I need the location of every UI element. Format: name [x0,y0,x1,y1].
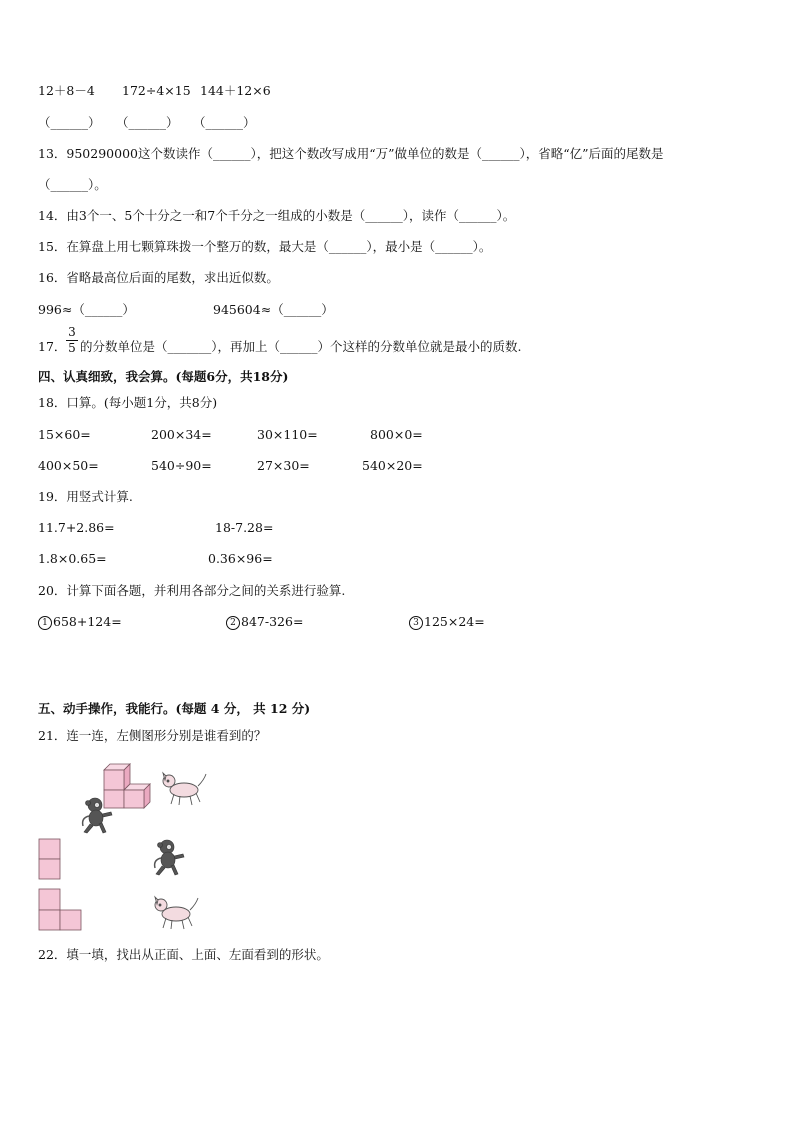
q12-blank-1[interactable]: （______） [38,115,101,130]
fraction-numerator: 3 [68,325,76,339]
q15-text: 15．在算盘上用七颗算珠拨一个整万的数，最大是（______），最小是（______）。 [38,239,492,254]
dog-icon [160,772,208,806]
q19-r1-c1: 11.7+2.86= [38,520,115,535]
circled-number: 1 [38,616,52,630]
q20-item-3 [409,614,485,630]
section-5-heading: 五、动手操作，我能行。(每题 4 分， 共 12 分) [38,701,311,716]
q17-number: 17． [38,339,67,354]
q19-title: 19．用竖式计算. [38,489,133,504]
q19-r2-c1: 1.8×0.65= [38,551,107,566]
q20-expr: 125×24= [424,614,485,629]
q13-line-2: （______）。 [38,177,107,192]
q20-expr: 658+124= [53,614,122,629]
q18-title: 18．口算。(每小题1分，共8分) [38,395,218,410]
q19-r2-c2: 0.36×96= [208,551,273,566]
q12-blank-3[interactable]: （______） [193,115,256,130]
q20-item-2 [226,614,303,630]
q20-title: 20．计算下面各题，并利用各部分之间的关系进行验算. [38,583,346,598]
q18-r2-c3: 27×30= [257,458,310,473]
q18-r2-c2: 540÷90= [151,458,212,473]
q12-blank-2[interactable]: （______） [116,115,179,130]
view-shape-l [38,888,82,932]
q12-expr-2: 172÷4×15 [122,83,191,98]
q18-r1-c4: 800×0= [370,427,423,442]
q20-item-1 [38,614,122,630]
q21-title: 21．连一连，左侧图形分别是谁看到的？ [38,728,267,743]
q18-r1-c3: 30×110= [257,427,318,442]
q16-title: 16．省略最高位后面的尾数，求出近似数。 [38,270,279,285]
circled-number: 3 [409,616,423,630]
monkey-icon [80,796,116,834]
dog-icon [152,896,200,930]
q13-line-1: 13．950290000这个数读作（______），把这个数改写成用“万”做单位的数是（______），省略“亿”后面的尾数是 [38,146,664,161]
circled-number: 2 [226,616,240,630]
q20-expr: 847-326= [241,614,304,629]
q17-text: 的分数单位是（_______），再加上（______）个这样的分数单位就是最小的质数. [80,339,522,354]
view-shape-two-stacked [38,838,62,880]
section-4-heading: 四、认真细致，我会算。(每题6分，共18分) [38,369,289,384]
monkey-icon [152,838,188,876]
q18-r2-c4: 540×20= [362,458,423,473]
q18-r1-c1: 15×60= [38,427,91,442]
fraction-denominator: 5 [68,341,76,355]
q12-expr-1: 12＋8－4 [38,83,95,98]
q22-title: 22．填一填，找出从正面、上面、左面看到的形状。 [38,947,329,962]
q16-item-a: 996≈（______） [38,302,135,317]
q18-r1-c2: 200×34= [151,427,212,442]
q19-r1-c2: 18-7.28= [215,520,274,535]
q16-item-b: 945604≈（______） [213,302,334,317]
q18-r2-c1: 400×50= [38,458,99,473]
q14-text: 14．由3个一、5个十分之一和7个千分之一组成的小数是（______），读作（______）。 [38,208,516,223]
q17-fraction [66,326,78,355]
q12-expr-3: 144＋12×6 [200,83,271,98]
